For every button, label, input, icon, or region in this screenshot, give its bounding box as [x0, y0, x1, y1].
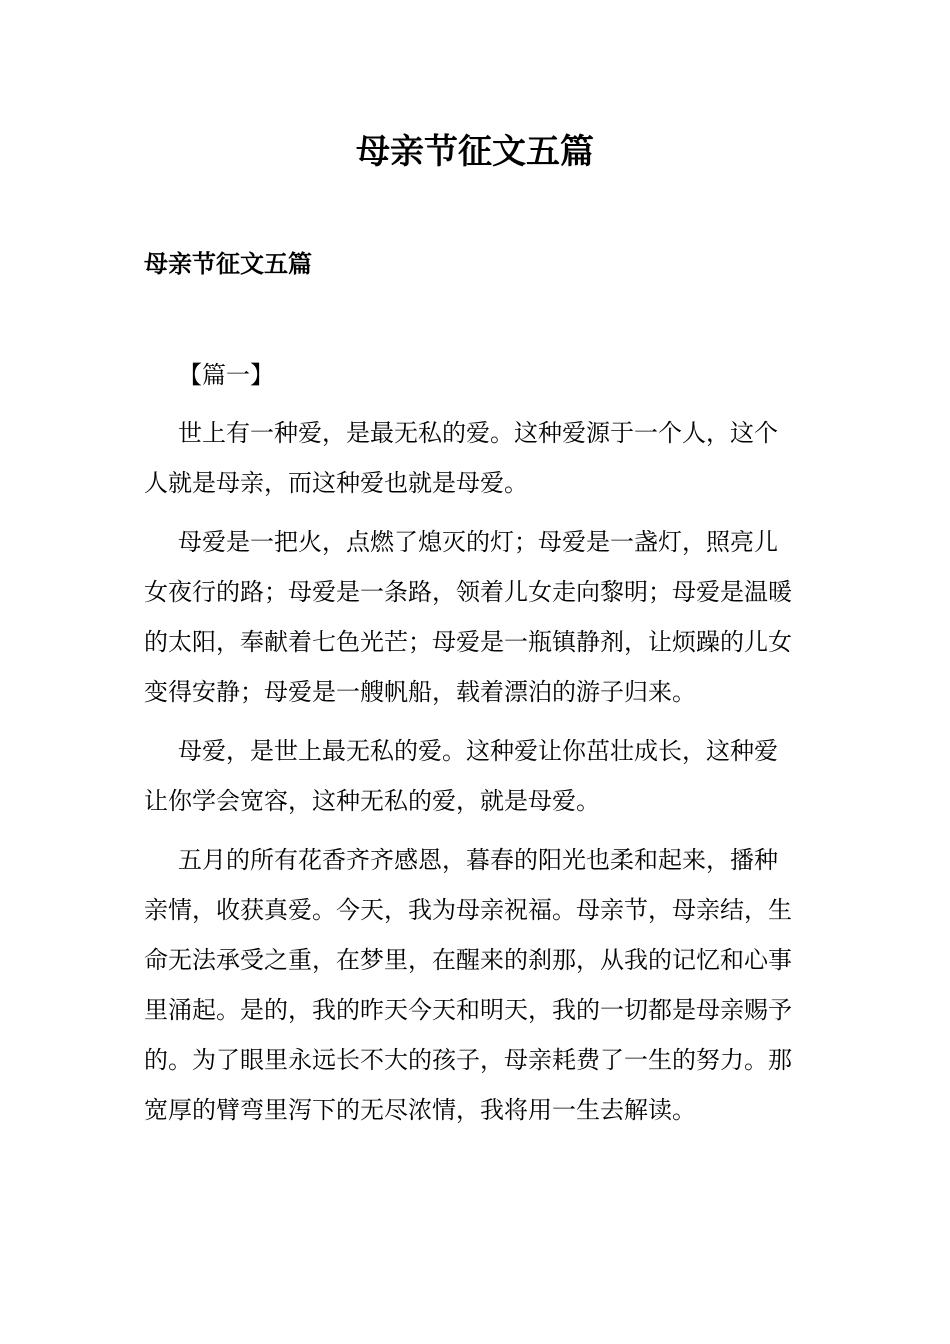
section-label: 【篇一】	[178, 361, 274, 389]
paragraph: 世上有一种爱，是最无私的爱。这种爱源于一个人，这个人就是母亲，而这种爱也就是母爱。	[144, 419, 778, 497]
document-subtitle: 母亲节征文五篇	[144, 250, 312, 278]
document-title: 母亲节征文五篇	[356, 132, 594, 172]
paragraph: 母爱，是世上最无私的爱。这种爱让你茁壮成长，这种爱让你学会宽容，这种无私的爱，就是母爱。	[144, 737, 778, 815]
paragraph: 五月的所有花香齐齐感恩，暮春的阳光也柔和起来，播种亲情，收获真爱。今天，我为母亲祝福。母亲节，母亲结，生命无法承受之重，在梦里，在醒来的刹那，从我的记忆和心事里涌起。是的，我的昨天今天和明天，我的一切都是母亲赐予的。为了眼里永远长不大的孩子，母亲耗费了一生的努力。那宽厚的臂弯里泻下的无尽浓情，我将用一生去解读。	[144, 846, 792, 1124]
paragraph: 母爱是一把火，点燃了熄灭的灯；母爱是一盏灯，照亮儿女夜行的路；母爱是一条路，领着儿女走向黎明；母爱是温暖的太阳，奉献着七色光芒；母爱是一瓶镇静剂，让烦躁的儿女变得安静；母爱是一艘帆船，载着漂泊的游子归来。	[144, 528, 792, 706]
body-text	[144, 408, 798, 1144]
